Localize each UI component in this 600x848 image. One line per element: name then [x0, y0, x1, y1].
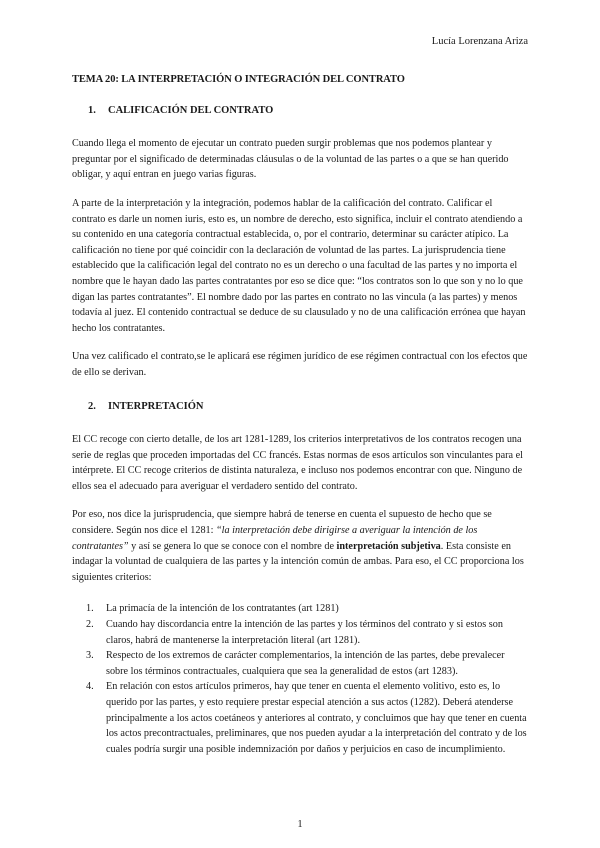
- list-item: [72, 679, 528, 757]
- page-number: 1: [297, 819, 303, 830]
- list-item: [72, 648, 528, 679]
- paragraph: A parte de la interpretación y la integración, podemos hablar de la calificación del contrato. Calificar el contrato es darle un nomen iuris, esto es, un nombre de derecho, esto significa, incluir el contrato atendiendo a su contenido en una categoría contractual establecida, o, por el contrario, determinar su carácter atípico. La calificación no tiene por qué coincidir con la declaración de voluntad de las partes. La jurisprudencia tiene establecido que la calificación legal del contrato no es un derecho o una facultad de las partes y no importa el nombre que le hayan dado las partes contratantes por eso se dice que: “los contratos son lo que son y no lo que digan las partes contratantes”. El nombre dado por las partes en contrato no las vincula (a las partes) y menos todavía al juez. El contenido contractual se deduce de su clausulado y no de una calificación errónea que hayan hecho los contratantes.: [72, 197, 526, 334]
- document-title: TEMA 20: LA INTERPRETACIÓN O INTEGRACIÓN DEL CONTRATO: [72, 74, 405, 85]
- paragraph: Cuando llega el momento de ejecutar un contrato pueden surgir problemas que nos podemos plantear y preguntar por el significado de determinadas cláusulas o de la voluntad de las partes o a que se han querido obligar, y aquí entran en juego varias figuras.: [72, 138, 509, 181]
- section-heading-interpretacion: [72, 399, 528, 415]
- list-number: 3.: [86, 650, 94, 662]
- section-title: CALIFICACIÓN DEL CONTRATO: [108, 104, 274, 116]
- list-text: La primacía de la intención de los contratantes (art 1281): [106, 603, 339, 615]
- list-item: [72, 601, 528, 617]
- list-text: Cuando hay discordancia entre la intención de las partes y los términos del contrato y si estos son claros, habrá de mantenerse la interpretación literal (art 1281).: [106, 619, 503, 646]
- list-text: Respecto de los extremos de carácter complementarios, la intención de las partes, debe prevalecer sobre los términos contractuales, cualquiera que sea la generalidad de estos (art 1283).: [106, 650, 505, 677]
- section-number: 2.: [88, 400, 96, 412]
- list-text: En relación con estos artículos primeros, hay que tener en cuenta el elemento volitivo, esto es, lo querido por las partes, y esto requiere prestar especial atención a sus actos (1282). Deberá atenderse principalmente a los actos coetáneos y anteriores al contrato, y concluimos que hay que tener en cuenta los actos precontractuales, preliminares, que nos pueden ayudar a la interpretación del contrato y de los cuales podría surgir una posible indemnización por daños y perjuicios en caso de incumplimiento.: [106, 681, 527, 755]
- quoted-text: “la interpretación debe dirigirse a averiguar la intención de los contratantes”: [72, 525, 478, 552]
- paragraph: El CC recoge con cierto detalle, de los art 1281-1289, los criterios interpretativos de los contratos recogen una serie de reglas que proceden importadas del CC francés. Estas normas de esos artículos son vinculantes para el intérprete. El CC recoge criterios de distinta naturaleza, e incluso nos podemos encontrar con que. Ninguno de ellos sea el adecuado para averiguar el verdadero sentido del contrato.: [72, 434, 523, 492]
- document-body: [72, 72, 528, 757]
- section-title: INTERPRETACIÓN: [108, 400, 204, 412]
- text-run: Por eso, nos dice la jurisprudencia, que siempre habrá de tenerse en cuenta el supuesto de hecho que se considere. Según nos dice el 1281:: [72, 509, 492, 537]
- section-number: 1.: [88, 104, 96, 116]
- bold-term: interpretación subjetiva: [336, 540, 441, 552]
- header-author: Lucía Lorenzana Ariza: [431, 36, 528, 47]
- text-run: . Esta consiste en indagar la voluntad de cualquiera de las partes y la intención común de ambas. Para eso, el CC proporciona los siguientes criterios:: [72, 540, 524, 583]
- list-number: 4.: [86, 681, 94, 693]
- text-run: y así se genera lo que se conoce con el nombre de: [128, 540, 337, 552]
- criteria-list: [72, 601, 528, 757]
- list-number: 2.: [86, 619, 94, 631]
- paragraph: [72, 507, 528, 585]
- list-number: 1.: [86, 603, 94, 615]
- paragraph: Una vez calificado el contrato,se le aplicará ese régimen jurídico de ese régimen contractual con los efectos que de ello se derivan.: [72, 351, 528, 378]
- list-item: [72, 617, 528, 648]
- section-heading-calificacion: [72, 103, 528, 119]
